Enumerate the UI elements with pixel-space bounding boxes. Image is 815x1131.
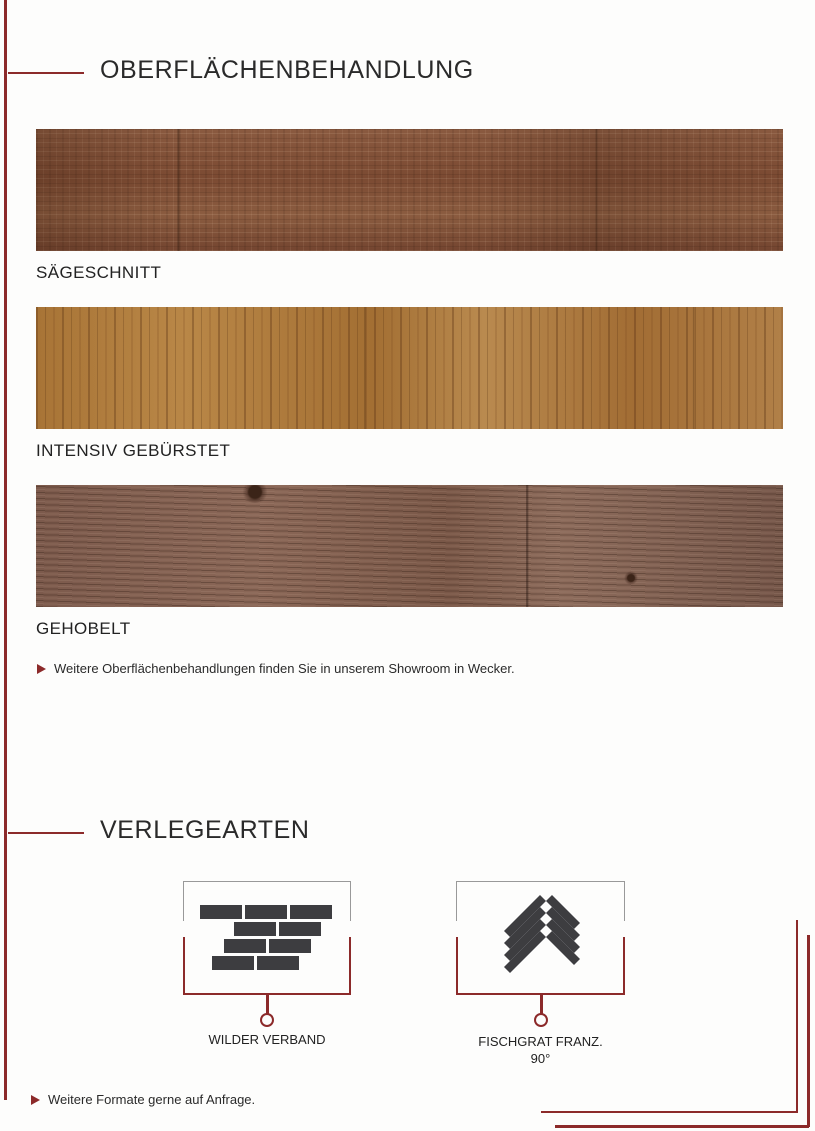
triangle-bullet-icon — [37, 664, 46, 674]
pattern-name-fischgrat-line2: 90° — [530, 1051, 551, 1066]
frame-stem — [540, 995, 543, 1015]
label-saegeschnitt: SÄGESCHNITT — [36, 263, 162, 282]
section-rule — [8, 832, 84, 834]
note-laying-text: Weitere Formate gerne auf Anfrage. — [48, 1092, 256, 1107]
section-title-laying: VERLEGEARTEN — [100, 816, 310, 844]
wood-knot — [624, 571, 638, 585]
pattern-name-fischgrat-line1: FISCHGRAT FRANZ. — [478, 1034, 603, 1049]
left-accent-bar — [4, 0, 7, 1100]
note-surface-text: Weitere Oberflächenbehandlungen finden Sie in unserem Showroom in Wecker. — [54, 661, 515, 676]
label-intensiv-gebuerstet: INTENSIV GEBÜRSTET — [36, 441, 231, 460]
fischgrat-pattern-icon — [496, 893, 584, 983]
frame-ring-icon — [260, 1013, 274, 1027]
note-laying — [31, 1092, 255, 1107]
corner-accent-horizontal — [541, 1111, 798, 1113]
wood-knot — [241, 485, 269, 503]
frame-stem — [266, 995, 269, 1015]
pattern-name-wilder-verband: WILDER VERBAND — [208, 1032, 326, 1047]
corner-accent-vertical — [796, 920, 798, 1112]
note-surface — [37, 661, 515, 676]
wilder-verband-pattern-icon — [198, 903, 336, 971]
section-rule — [8, 72, 84, 74]
corner-accent-vertical-outer — [807, 935, 810, 1127]
wood-sample-intensiv-gebuerstet — [36, 307, 783, 429]
label-gehobelt: GEHOBELT — [36, 619, 131, 638]
section-title-surface: OBERFLÄCHENBEHANDLUNG — [100, 56, 474, 84]
wood-sample-saegeschnitt — [36, 129, 783, 251]
frame-ring-icon — [534, 1013, 548, 1027]
triangle-bullet-icon — [31, 1095, 40, 1105]
wood-sample-gehobelt — [36, 485, 783, 607]
pattern-name-fischgrat — [456, 1033, 625, 1067]
corner-accent-horizontal-outer — [555, 1125, 809, 1128]
